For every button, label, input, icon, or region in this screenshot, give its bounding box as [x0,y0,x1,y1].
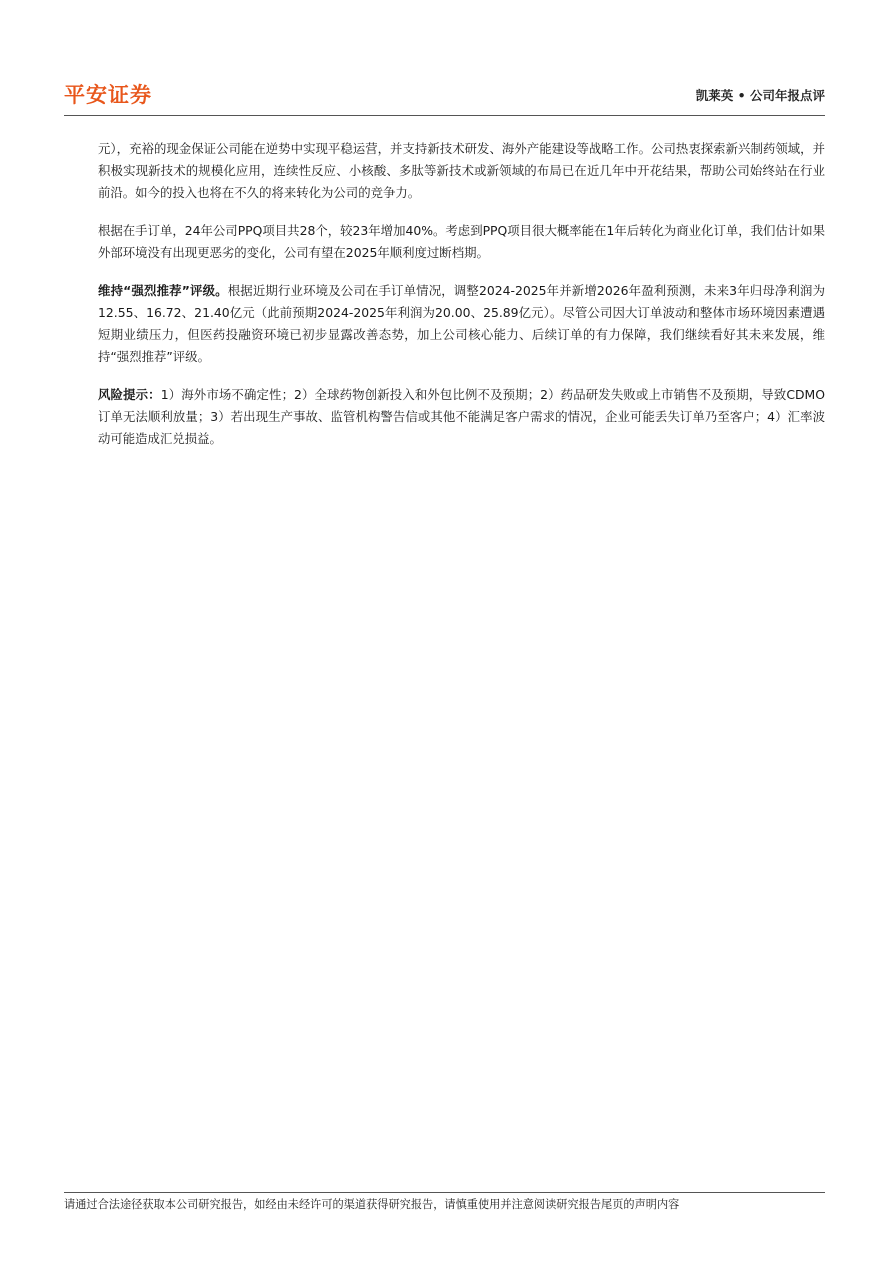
report-tag: 凯莱英 • 公司年报点评 [695,88,825,103]
report-body [98,138,825,466]
paragraph-text: 根据在手订单，24年公司PPQ项目共28个，较23年增加40%。考虑到PPQ项目很大概率能在1年后转化为商业化订单，我们估计如果外部环境没有出现更恶劣的变化，公司有望在2025年顺利度过断档期。 [98,223,825,260]
header-divider [64,115,825,116]
paragraph-ppq-orders [98,220,825,264]
paragraph-lead: 风险提示： [98,387,161,402]
paragraph-lead: 维持“强烈推荐”评级。 [98,283,228,298]
paragraph-cash-strategy [98,138,825,204]
paragraph-text: 元），充裕的现金保证公司能在逆势中实现平稳运营，并支持新技术研发、海外产能建设等战略工作。公司热衷探索新兴制药领域，并积极实现新技术的规模化应用，连续性反应、小核酸、多肽等新技术或新领域的布局已在近几年中开花结果，帮助公司始终站在行业前沿。如今的投入也将在不久的将来转化为公司的竞争力。 [98,141,825,200]
paragraph-risk-warning [98,384,825,450]
paragraph-text: 1）海外市场不确定性；2）全球药物创新投入和外包比例不及预期；2）药品研发失败或上市销售不及预期，导致CDMO订单无法顺利放量；3）若出现生产事故、监管机构警告信或其他不能满足客户需求的情况，企业可能丢失订单乃至客户；4）汇率波动可能造成汇兑损益。 [98,387,825,446]
footer-disclaimer: 请通过合法途径获取本公司研究报告，如经由未经许可的渠道获得研究报告，请慎重使用并注意阅读研究报告尾页的声明内容 [64,1198,680,1211]
brand-logo: 平安证券 [64,83,152,107]
paragraph-text: 根据近期行业环境及公司在手订单情况，调整2024-2025年并新增2026年盈利预测，未来3年归母净利润为12.55、16.72、21.40亿元（此前预期2024-2025年利润为20.00、25.89亿元）。尽管公司因大订单波动和整体市场环境因素遭遇短期业绩压力，但医药投融资环境已初步显露改善态势，加上公司核心能力、后续订单的有力保障，我们继续看好其未来发展，维持“强烈推荐”评级。 [98,283,825,364]
paragraph-rating [98,280,825,368]
page-header [64,82,825,116]
footer-divider [64,1192,825,1193]
